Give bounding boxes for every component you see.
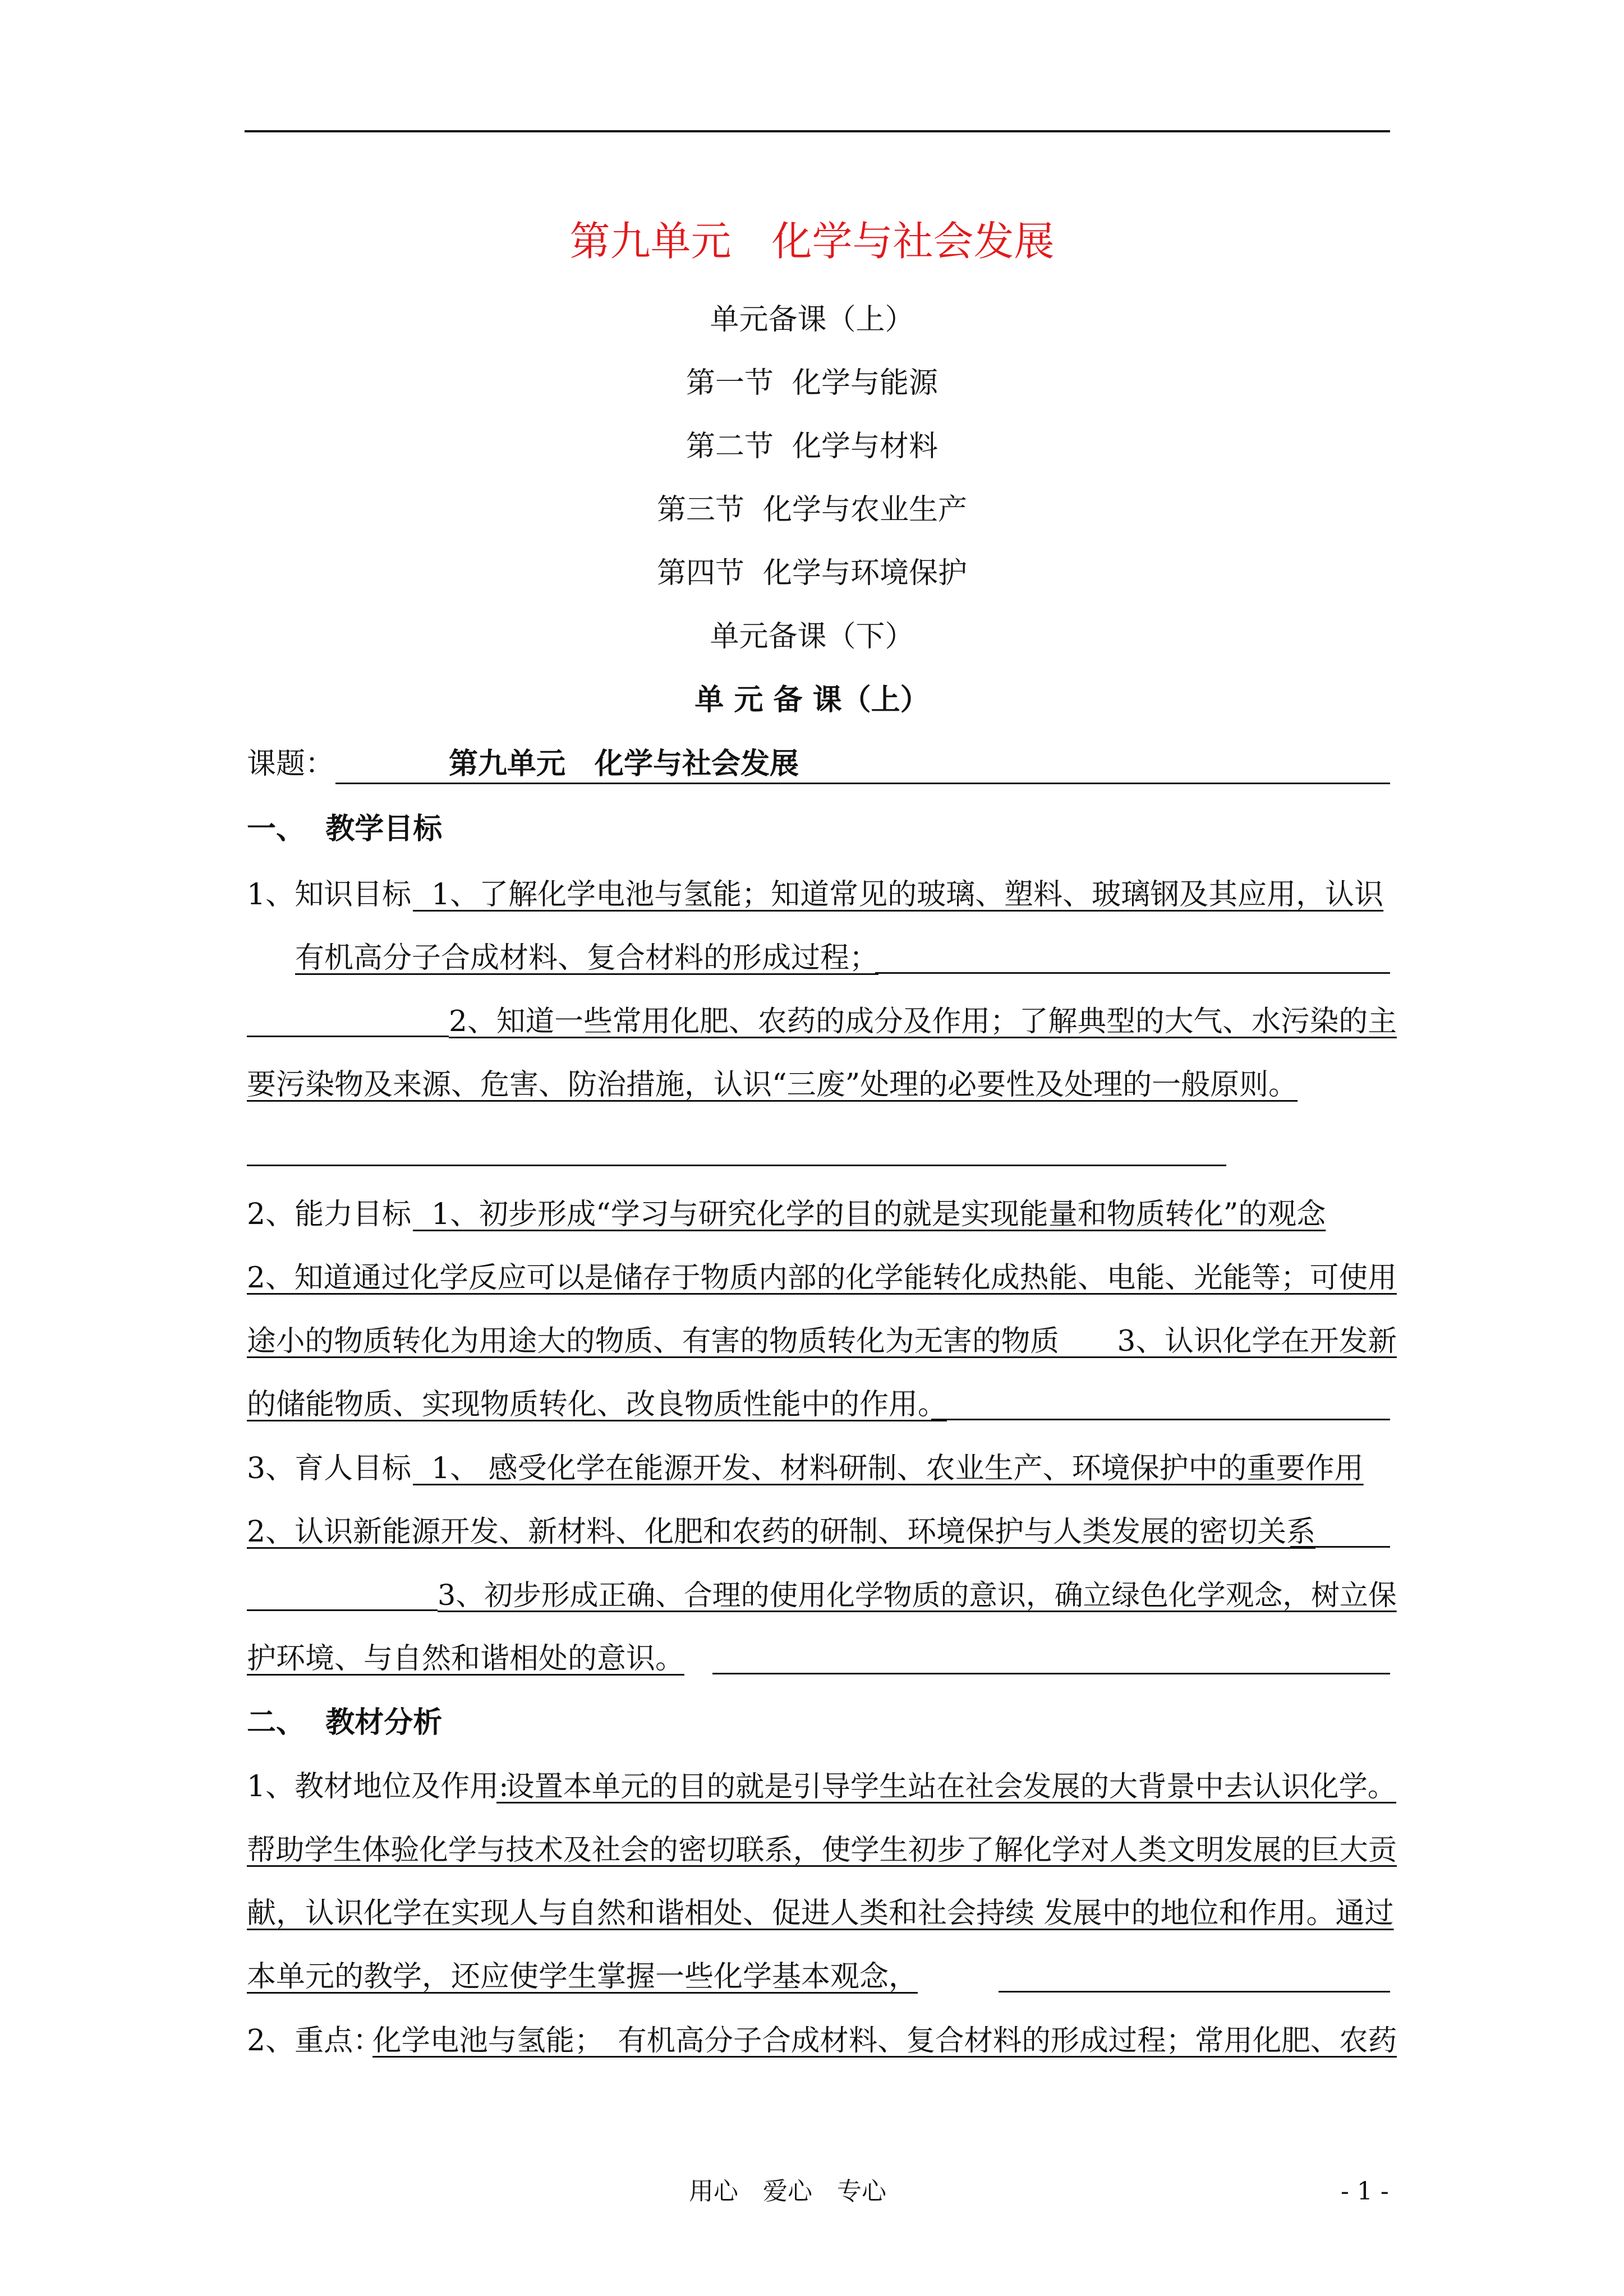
toc-item: 第一节 化学与能源: [686, 366, 938, 400]
ability-goal-line: 途小的物质转化为用途大的物质、有害的物质转化为无害的物质 3、认识化学在开发新: [247, 1324, 1397, 1358]
material-role-line: 本单元的教学，还应使学生掌握一些化学基本观念，: [247, 1960, 918, 1994]
key-points-label: 2、重点：: [247, 2024, 383, 2058]
moral-goal-label: 3、育人目标: [247, 1452, 412, 1485]
material-role-label: 1、教材地位及作用:: [247, 1770, 509, 1803]
material-role-line: 帮助学生体验化学与技术及社会的密切联系，使学生初步了解化学对人类文明发展的巨大贡: [247, 1833, 1397, 1867]
fill-underline: [875, 972, 1390, 974]
key-points-line: 化学电池与氢能； 有机高分子合成材料、复合材料的形成过程；常用化肥、农药: [372, 2024, 1397, 2058]
knowledge-goal-line: 要污染物及来源、危害、防治措施，认识“三废”处理的必要性及处理的一般原则。: [247, 1068, 1298, 1102]
page-number: - 1 -: [1341, 2177, 1389, 2206]
moral-goal-line: 1、 感受化学在能源开发、材料研制、农业生产、环境保护中的重要作用: [413, 1452, 1364, 1485]
fill-underline: [247, 1609, 438, 1611]
ability-goal-line: 2、知道通过化学反应可以是储存于物质内部的化学能转化成热能、电能、光能等；可使用: [247, 1261, 1397, 1295]
material-role-line: 设置本单元的目的就是引导学生站在社会发展的大背景中去认识化学。: [496, 1770, 1397, 1803]
topic-value: 第九单元 化学与社会发展: [449, 747, 799, 781]
ability-goal-line: 1、初步形成“学习与研究化学的目的就是实现能量和物质转化”的观念: [413, 1198, 1326, 1231]
material-role-line: 献，认识化学在实现人与自然和谐相处、促进人类和社会持续 发展中的地位和作用。通过: [247, 1897, 1394, 1930]
page-title: 第九单元 化学与社会发展: [569, 218, 1055, 265]
footer-motto: 用心 爱心 专心: [689, 2177, 886, 2206]
fill-underline: [712, 1673, 1390, 1674]
section-heading: 单 元 备 课（上）: [694, 683, 930, 717]
ability-goal-line: 的储能物质、实现物质转化、改良物质性能中的作用。: [247, 1388, 947, 1421]
heading-material-analysis: 二、 教材分析: [247, 1705, 443, 1740]
knowledge-goal-line: 有机高分子合成材料、复合材料的形成过程；: [295, 941, 879, 975]
moral-goal-line: 护环境、与自然和谐相处的意识。: [247, 1642, 685, 1676]
moral-goal-line: 3、初步形成正确、合理的使用化学物质的意识，确立绿色化学观念，树立保: [438, 1579, 1397, 1612]
fill-underline: [1290, 1546, 1390, 1548]
toc-item: 单元备课（下）: [710, 620, 914, 654]
header-rule: [245, 130, 1390, 132]
fill-underline: [999, 1991, 1390, 1993]
blank-underline: [247, 1165, 1226, 1166]
topic-label: 课题：: [247, 747, 335, 781]
fill-underline: [247, 1036, 449, 1037]
moral-goal-line: 2、认识新能源开发、新材料、化肥和农药的研制、环境保护与人类发展的密切关系: [247, 1515, 1316, 1549]
heading-teaching-goals: 一、 教学目标: [247, 812, 443, 846]
knowledge-goal-line: 2、知道一些常用化肥、农药的成分及作用；了解典型的大气、水污染的主: [449, 1005, 1397, 1038]
toc-item: 第三节 化学与农业生产: [656, 493, 968, 527]
fill-underline: [931, 1419, 1390, 1420]
ability-goal-label: 2、能力目标: [247, 1198, 412, 1231]
toc-item: 第二节 化学与材料: [686, 430, 938, 463]
knowledge-goal-line: 1、了解化学电池与氢能；知道常见的玻璃、塑料、玻璃钢及其应用，认识: [413, 878, 1384, 912]
toc-item: 第四节 化学与环境保护: [656, 556, 968, 590]
knowledge-goal-label: 1、知识目标: [247, 878, 412, 912]
toc-item: 单元备课（上）: [710, 303, 914, 337]
